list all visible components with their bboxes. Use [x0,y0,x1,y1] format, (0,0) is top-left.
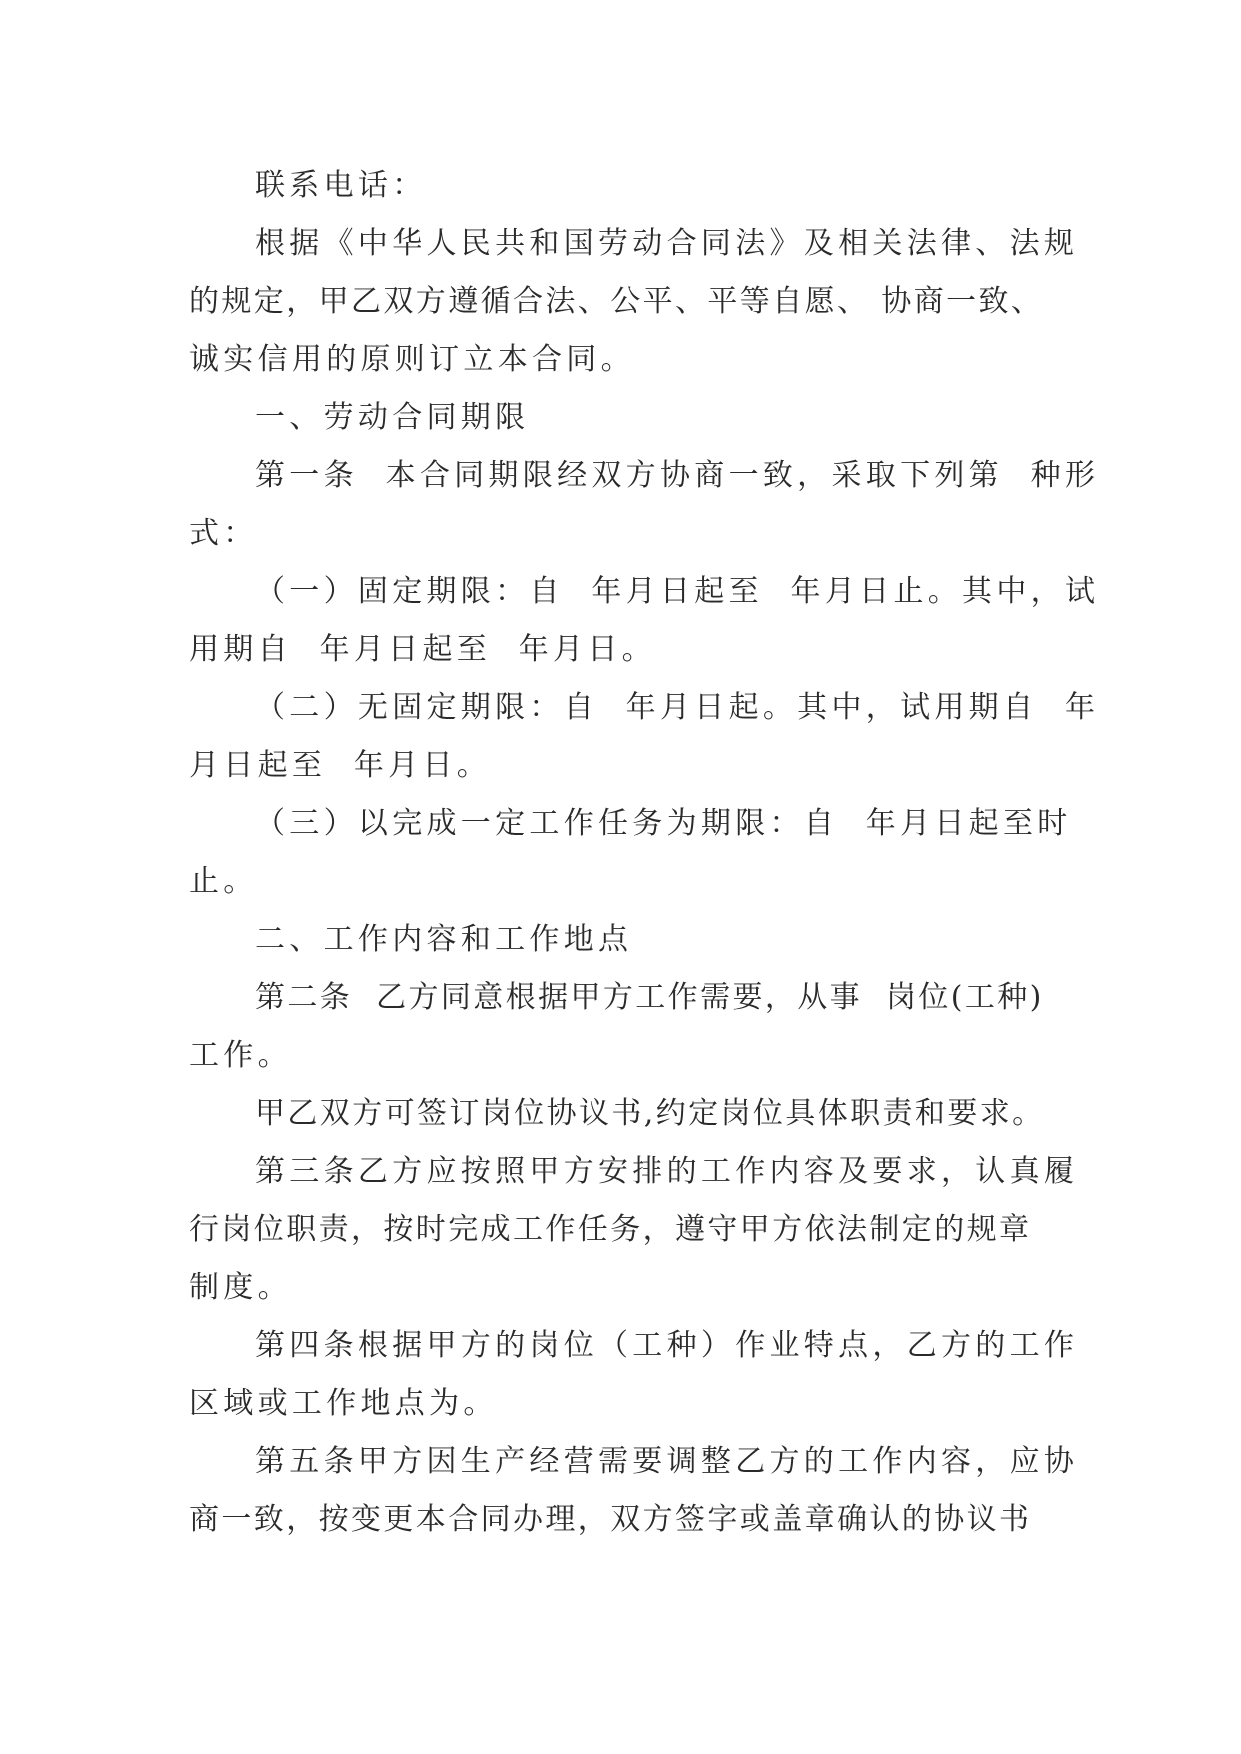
article-1-line-1: 第一条 本合同期限经双方协商一致，采取下列第 种形 [255,458,1100,493]
article-2-line-2: 工作。 [189,1038,292,1073]
article-2-line-1: 第二条 乙方同意根据甲方工作需要，从事 岗位(工种) [255,980,1044,1015]
article-5-line-2: 商一致，按变更本合同办理，双方签字或盖章确认的协议书 [189,1502,1032,1537]
clause-2-line-1: （二）无固定期限：自 年月日起。其中，试用期自 年 [255,690,1100,725]
article-3-line-2: 行岗位职责，按时完成工作任务，遵守甲方依法制定的规章 [189,1212,1032,1247]
article-3-line-3: 制度。 [189,1270,292,1305]
article-3-line-1: 第三条乙方应按照甲方安排的工作内容及要求，认真履 [255,1154,1079,1189]
preamble-line-3: 诚实信用的原则订立本合同。 [189,342,635,377]
article-5-line-1: 第五条甲方因生产经营需要调整乙方的工作内容，应协 [255,1444,1079,1479]
clause-3-line-1: （三）以完成一定工作任务为期限：自 年月日起至时 [255,806,1072,841]
article-4-line-1: 第四条根据甲方的岗位（工种）作业特点，乙方的工作 [255,1328,1079,1363]
section-heading-1: 一、劳动合同期限 [255,400,530,435]
article-4-line-2: 区域或工作地点为。 [189,1386,498,1421]
article-1-line-2: 式： [189,516,258,551]
preamble-line-1: 根据《中华人民共和国劳动合同法》及相关法律、法规 [255,226,1079,261]
post-agreement-line: 甲乙双方可签订岗位协议书,约定岗位具体职责和要求。 [255,1096,1045,1131]
contact-phone-line: 联系电话： [255,168,427,203]
section-heading-2: 二、工作内容和工作地点 [255,922,633,957]
clause-3-line-2: 止。 [189,864,258,899]
clause-1-line-1: （一）固定期限：自 年月日起至 年月日止。其中，试 [255,574,1100,609]
clause-1-line-2: 用期自 年月日起至 年月日。 [189,632,656,667]
preamble-line-2: 的规定，甲乙双方遵循合法、公平、平等自愿、 协商一致、 [189,284,1044,319]
clause-2-line-2: 月日起至 年月日。 [189,748,492,783]
